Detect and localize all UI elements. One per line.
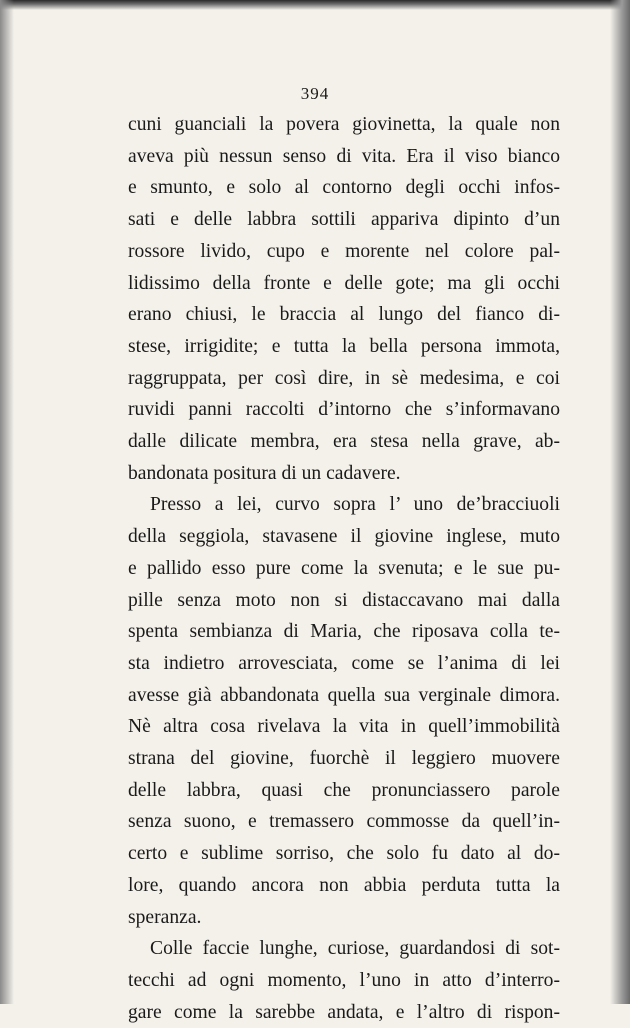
text-line: raggruppata, per così dire, in sè medesima, e coi [128, 367, 560, 389]
text-line: e smunto, e solo al contorno degli occhi infos- [128, 177, 560, 199]
text-line: lore, quando ancora non abbia perduta tutta la [128, 874, 560, 896]
paragraph-end-line: bandonata positura di un cadavere. [128, 462, 401, 484]
text-line: sati e delle labbra sottili appariva dipinto d’un [128, 209, 560, 231]
scan-left-edge [0, 0, 14, 1004]
text-line: delle labbra, quasi che pronunciassero parole [128, 779, 560, 801]
text-line: della seggiola, stavasene il giovine inglese, muto [128, 526, 560, 548]
text-line: pille senza moto non si distaccavano mai dalla [128, 589, 560, 611]
scan-top-edge [0, 0, 630, 10]
text-line: spenta sembianza di Maria, che riposava colla te- [128, 621, 560, 643]
text-line: gare come la sarebbe andata, e l’altro di rispon- [128, 1001, 560, 1023]
text-line: rossore livido, cupo e morente nel colore pal- [128, 240, 560, 262]
page-number: 394 [300, 84, 330, 103]
text-line: e pallido esso pure come la svenuta; e le sue pu- [128, 557, 560, 579]
text-line: stese, irrigidite; e tutta la bella persona immota, [128, 335, 560, 357]
scan-right-edge [610, 0, 630, 1004]
text-line: tecchi ad ogni momento, l’uno in atto d’interro- [128, 969, 560, 991]
paragraph-start-line: Presso a lei, curvo sopra l’ uno de’bracciuoli [150, 494, 560, 516]
text-line: certo e sublime sorriso, che solo fu dato al do- [128, 843, 560, 865]
text-line: senza suono, e tremassero commosse da quell’in- [128, 811, 560, 833]
text-line: erano chiusi, le braccia al lungo del fianco di- [128, 304, 560, 326]
text-line: dalle dilicate membra, era stesa nella grave, ab- [128, 431, 560, 453]
text-line: aveva più nessun senso di vita. Era il viso bianco [128, 145, 560, 167]
text-line: sta indietro arrovesciata, come se l’anima di lei [128, 652, 560, 674]
text-line: lidissimo della fronte e delle gote; ma gli occhi [128, 272, 560, 294]
paragraph-end-line: speranza. [128, 906, 202, 928]
text-line: avesse già abbandonata quella sua verginale dimora. [128, 684, 560, 706]
body-text [128, 109, 560, 1028]
text-line: cuni guanciali la povera giovinetta, la quale non [128, 114, 560, 135]
paragraph-start-line: Colle faccie lunghe, curiose, guardandosi di sot- [150, 938, 560, 960]
text-line: Nè altra cosa rivelava la vita in quell’immobilità [128, 716, 560, 738]
text-line: strana del giovine, fuorchè il leggiero muovere [128, 748, 560, 770]
text-line: ruvidi panni raccolti d’intorno che s’informavano [128, 399, 560, 421]
